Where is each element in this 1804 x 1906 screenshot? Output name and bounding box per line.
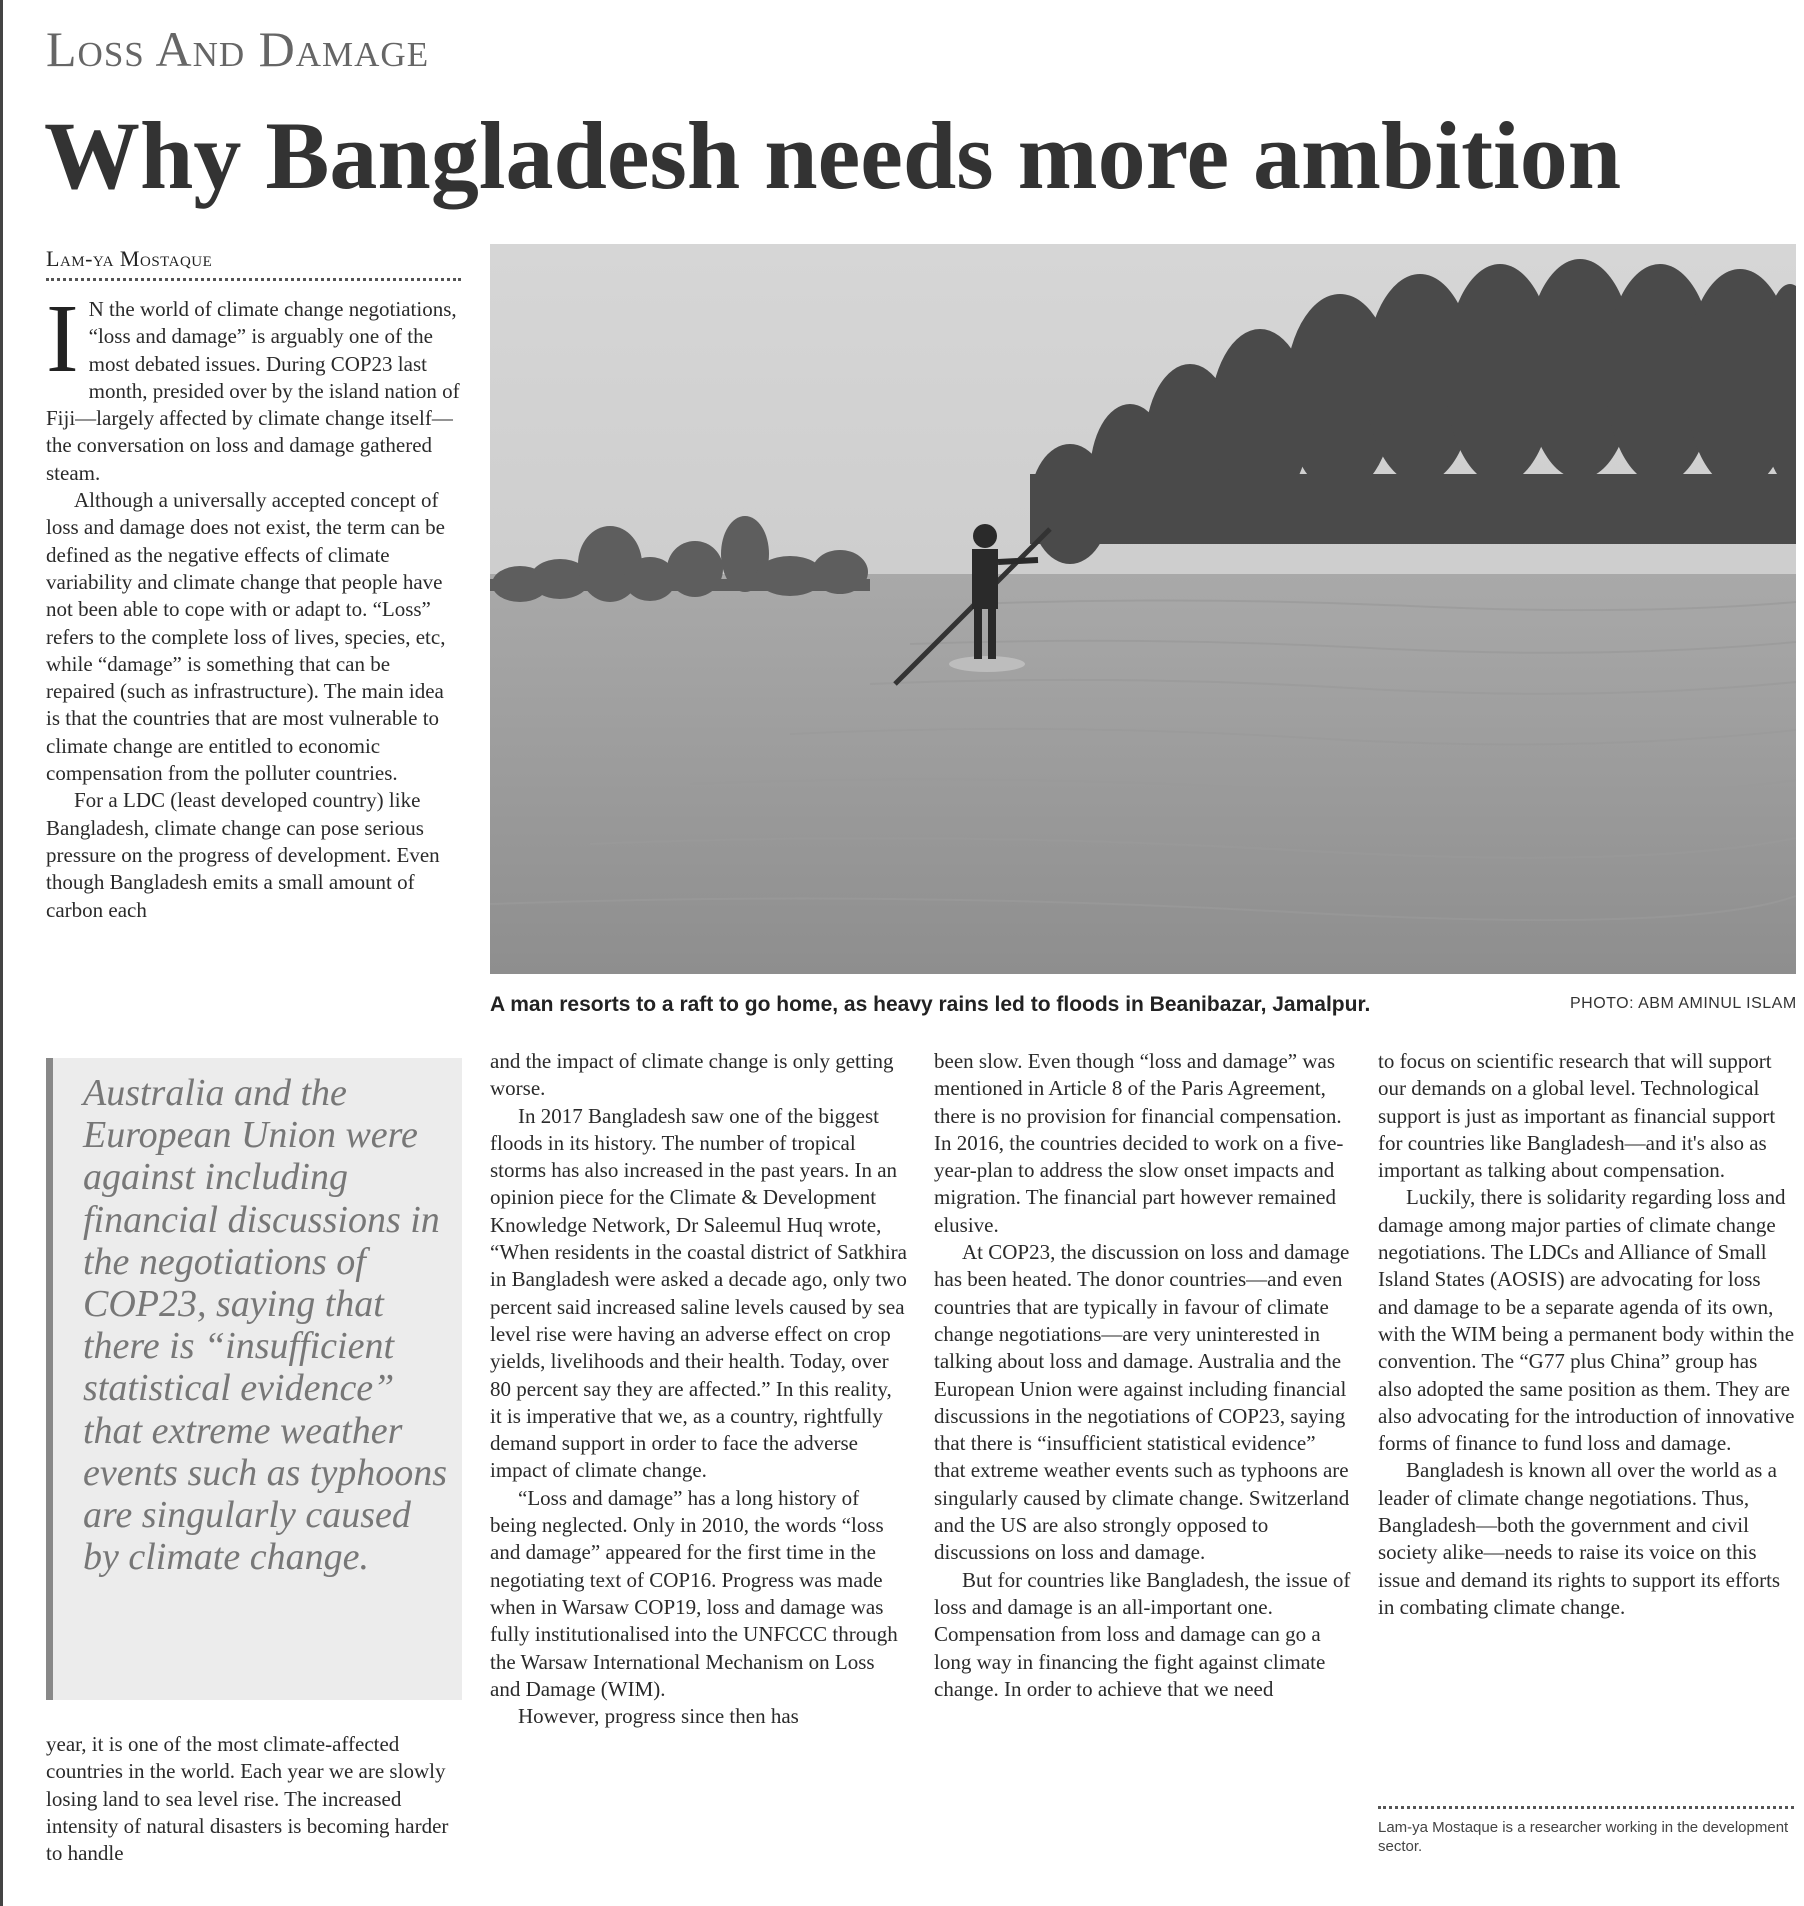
- flood-scene-illustration: [490, 244, 1796, 974]
- paragraph: “Loss and damage” has a long history of being neglected. Only in 2010, the words “loss and damage” appeared for the first time in the negotiating text of COP16. Progress was made when in Warsaw COP19, loss and damage was fully institutionalised into the UNFCCC through the Warsaw International Mechanism on Loss and Damage (WIM).: [490, 1485, 898, 1701]
- paragraph: Luckily, there is solidarity regarding loss and damage among major parties of climate change negotiations. The LDCs and Alliance of Small Island States (AOSIS) are advocating for loss and damage to be a separate agenda of its own, with the WIM being a permanent body within the convention. The “G77 plus China” group has also adopted the same position as them. They are also advocating for the introduction of innovative forms of finance to fund loss and damage.: [1378, 1185, 1795, 1456]
- lead-paragraph-text: N the world of climate change negotiations, “loss and damage” is arguably one of the most debated issues. During COP23 last month, presided over by the island nation of Fiji—largely affected by climate change itself—the conversation on loss and damage gathered steam.: [46, 297, 460, 485]
- paragraph: For a LDC (least developed country) like Bangladesh, climate change can pose serious pressure on the progress of development. Even though Bangladesh emits a small amount of carbon each: [46, 788, 440, 922]
- article-column-2: [490, 1048, 908, 1730]
- paragraph: In 2017 Bangladesh saw one of the biggest floods in its history. The number of tropical storms has also increased in the past years. In an opinion piece for the Climate & Development Knowledge Network, Dr Saleemul Huq wrote, “When residents in the coastal district of Satkhira in Bangladesh were asked a decade ago, only two percent said increased saline levels caused by sea level rise were having an adverse effect on crop yields, livelihoods and their health. Today, over 80 percent say they are affected.” In this reality, it is imperative that we, as a country, rightfully demand support in order to face the adverse impact of climate change.: [490, 1103, 907, 1483]
- byline-divider: [46, 278, 461, 281]
- bio-divider: [1378, 1806, 1794, 1809]
- article-column-3: [934, 1048, 1352, 1703]
- headline: Why Bangladesh needs more ambition: [44, 102, 1622, 209]
- byline: Lam-ya Mostaque: [46, 246, 213, 271]
- article-column-4: [1378, 1048, 1796, 1621]
- paragraph: Although a universally accepted concept of loss and damage does not exist, the term can be defined as the negative effects of climate variability and climate change that people have not been able to cope with or adapt to. “Loss” refers to the complete loss of lives, species, etc, while “damage” is something that can be repaired (such as infrastructure). The main idea is that the countries that are most vulnerable to climate change are entitled to economic compensation from the polluter countries.: [46, 488, 446, 786]
- article-column-1-top: [46, 285, 462, 924]
- pull-quote-box: [46, 1058, 462, 1700]
- paragraph: But for countries like Bangladesh, the issue of loss and damage is an all-important one. Compensation from loss and damage can go a long way in financing the fight against climate change. In order to achieve that we need: [934, 1567, 1351, 1701]
- photo-caption: A man resorts to a raft to go home, as heavy rains led to floods in Beanibazar, Jamalpur.: [490, 993, 1371, 1016]
- paragraph: However, progress since then has: [518, 1704, 799, 1729]
- drop-cap: I: [46, 285, 79, 393]
- paragraph: year, it is one of the most climate-affected countries in the world. Each year we are slowly losing land to sea level rise. The increased intensity of natural disasters is becoming harder to handle: [46, 1732, 449, 1866]
- paragraph: been slow. Even though “loss and damage” was mentioned in Article 8 of the Paris Agreement, there is no provision for financial compensation. In 2016, the countries decided to work on a five-year-plan to address the slow onset impacts and migration. The financial part however remained elusive.: [934, 1049, 1344, 1237]
- paragraph: and the impact of climate change is only getting worse.: [490, 1049, 894, 1101]
- author-bio: Lam-ya Mostaque is a researcher working in the development sector.: [1378, 1819, 1789, 1855]
- article-column-1-continued: [46, 1731, 464, 1867]
- page-edge-rule: [0, 0, 3, 1906]
- lead-paragraph: [46, 285, 462, 487]
- paragraph: At COP23, the discussion on loss and damage has been heated. The donor countries—and even countries that are typically in favour of climate change negotiations—are very uninterested in talking about loss and damage. Australia and the European Union were against including financial discussions in the negotiations of COP23, saying that there is “insufficient statistical evidence” that extreme weather events such as typhoons are singularly caused by climate change. Switzerland and the US are also strongly opposed to discussions on loss and damage.: [934, 1240, 1350, 1565]
- paragraph: Bangladesh is known all over the world as a leader of climate change negotiations. Thus, Bangladesh—both the government and civil society alike—needs to raise its voice on this issue and demand its rights to support its efforts in combating climate change.: [1378, 1458, 1781, 1619]
- paragraph: to focus on scientific research that will support our demands on a global level. Technological support is just as important as financial support for countries like Bangladesh—and it's also as important as talking about compensation.: [1378, 1049, 1776, 1183]
- section-kicker: Loss And Damage: [46, 21, 430, 77]
- photo-credit: PHOTO: ABM AMINUL ISLAM: [1570, 995, 1797, 1012]
- flood-photo: [490, 244, 1796, 974]
- pull-quote-text: Australia and the European Union were against including financial discussions in the negotiations of COP23, saying that there is “insufficient statistical evidence” that extreme weather events such as typhoons are singularly caused by climate change.: [83, 1072, 448, 1579]
